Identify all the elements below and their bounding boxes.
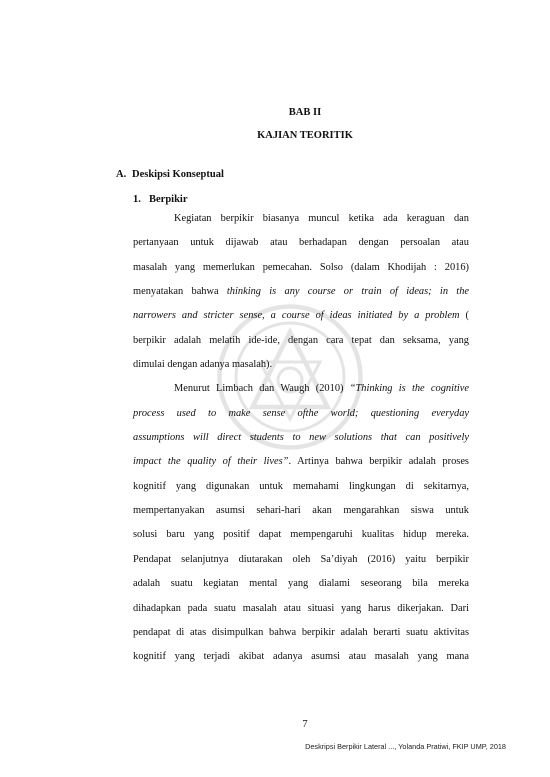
paragraph-line [133,450,469,474]
section-title: Deskipsi Konseptual [132,169,224,180]
text-run: menyatakan bahwa [133,286,227,298]
paragraph-line [133,402,469,426]
paragraph-line: Pendapat selanjutnya diutarakan oleh Sa’diyah (2016) yaitu berpikir [133,553,469,565]
section-heading [116,169,224,180]
text-run: ( [459,310,469,322]
paragraph-line: adalah suatu kegiatan mental yang dialami seseorang bila mereka [133,578,469,590]
body-text [133,207,469,670]
chapter-number: BAB II [288,107,322,118]
subsection-number: 1. [133,194,141,205]
paragraph-line [133,426,469,450]
paragraph-line: pendapat di atas disimpulkan bahwa berpikir adalah berarti suatu aktivitas [133,626,469,638]
subsection-title: Berpikir [149,194,188,205]
paragraph-line [133,280,469,304]
paragraph-line: kognitif yang digunakan untuk memahami lingkungan di sekitarnya, [133,480,469,492]
paragraph-line: dimulai dengan adanya masalah). [133,359,273,371]
subsection-heading [133,194,188,205]
page-number: 7 [302,719,308,730]
paragraph-line: masalah yang memerlukan pemecahan. Solso (dalam Khodijah : 2016) [133,261,469,273]
paragraph-line: solusi baru yang positif dapat mempengaruhi kualitas hidup mereka. [133,529,469,541]
quote-run: assumptions will direct students to new solutions that can positively [133,432,469,444]
paragraph-line [133,304,469,328]
text-run: Menurut Limbach dan Waugh (2010) [174,383,350,395]
quote-run: narrowers and stricter sense, a course of ideas initiated by a problem [133,310,460,322]
paragraph-line: berpikir adalah melatih ide-ide, dengan cara tepat dan seksama, yang [133,334,469,346]
paragraph-line: dihadapkan pada suatu masalah atau situasi yang harus dikerjakan. Dari [133,602,469,614]
paragraph-line [133,377,469,401]
quote-run: process used to make sense ofthe world; questioning everyday [133,407,469,419]
paragraph-line: pertanyaan untuk dijawab atau berhadapan dengan persoalan atau [133,237,469,249]
page-footer: Deskripsi Berpikir Lateral ..., Yolanda Pratiwi, FKIP UMP, 2018 [305,742,506,751]
paragraph-line: mempertanyakan asumsi sehari-hari akan mengarahkan siswa untuk [133,505,469,517]
quote-run: impact the quality of their lives” [133,456,289,468]
paragraph-line: Kegiatan berpikir biasanya muncul ketika ada keraguan dan [174,213,469,224]
section-number: A. [116,169,127,180]
quote-run: “Thinking is the cognitive [349,383,469,395]
text-run: . Artinya bahwa berpikir adalah proses [288,456,469,468]
quote-run: thinking is any course or train of ideas; in the [226,286,470,298]
chapter-title: KAJIAN TEORITIK [257,130,353,141]
paragraph-line: kognitif yang terjadi akibat adanya asumsi atau masalah yang mana [133,651,469,663]
